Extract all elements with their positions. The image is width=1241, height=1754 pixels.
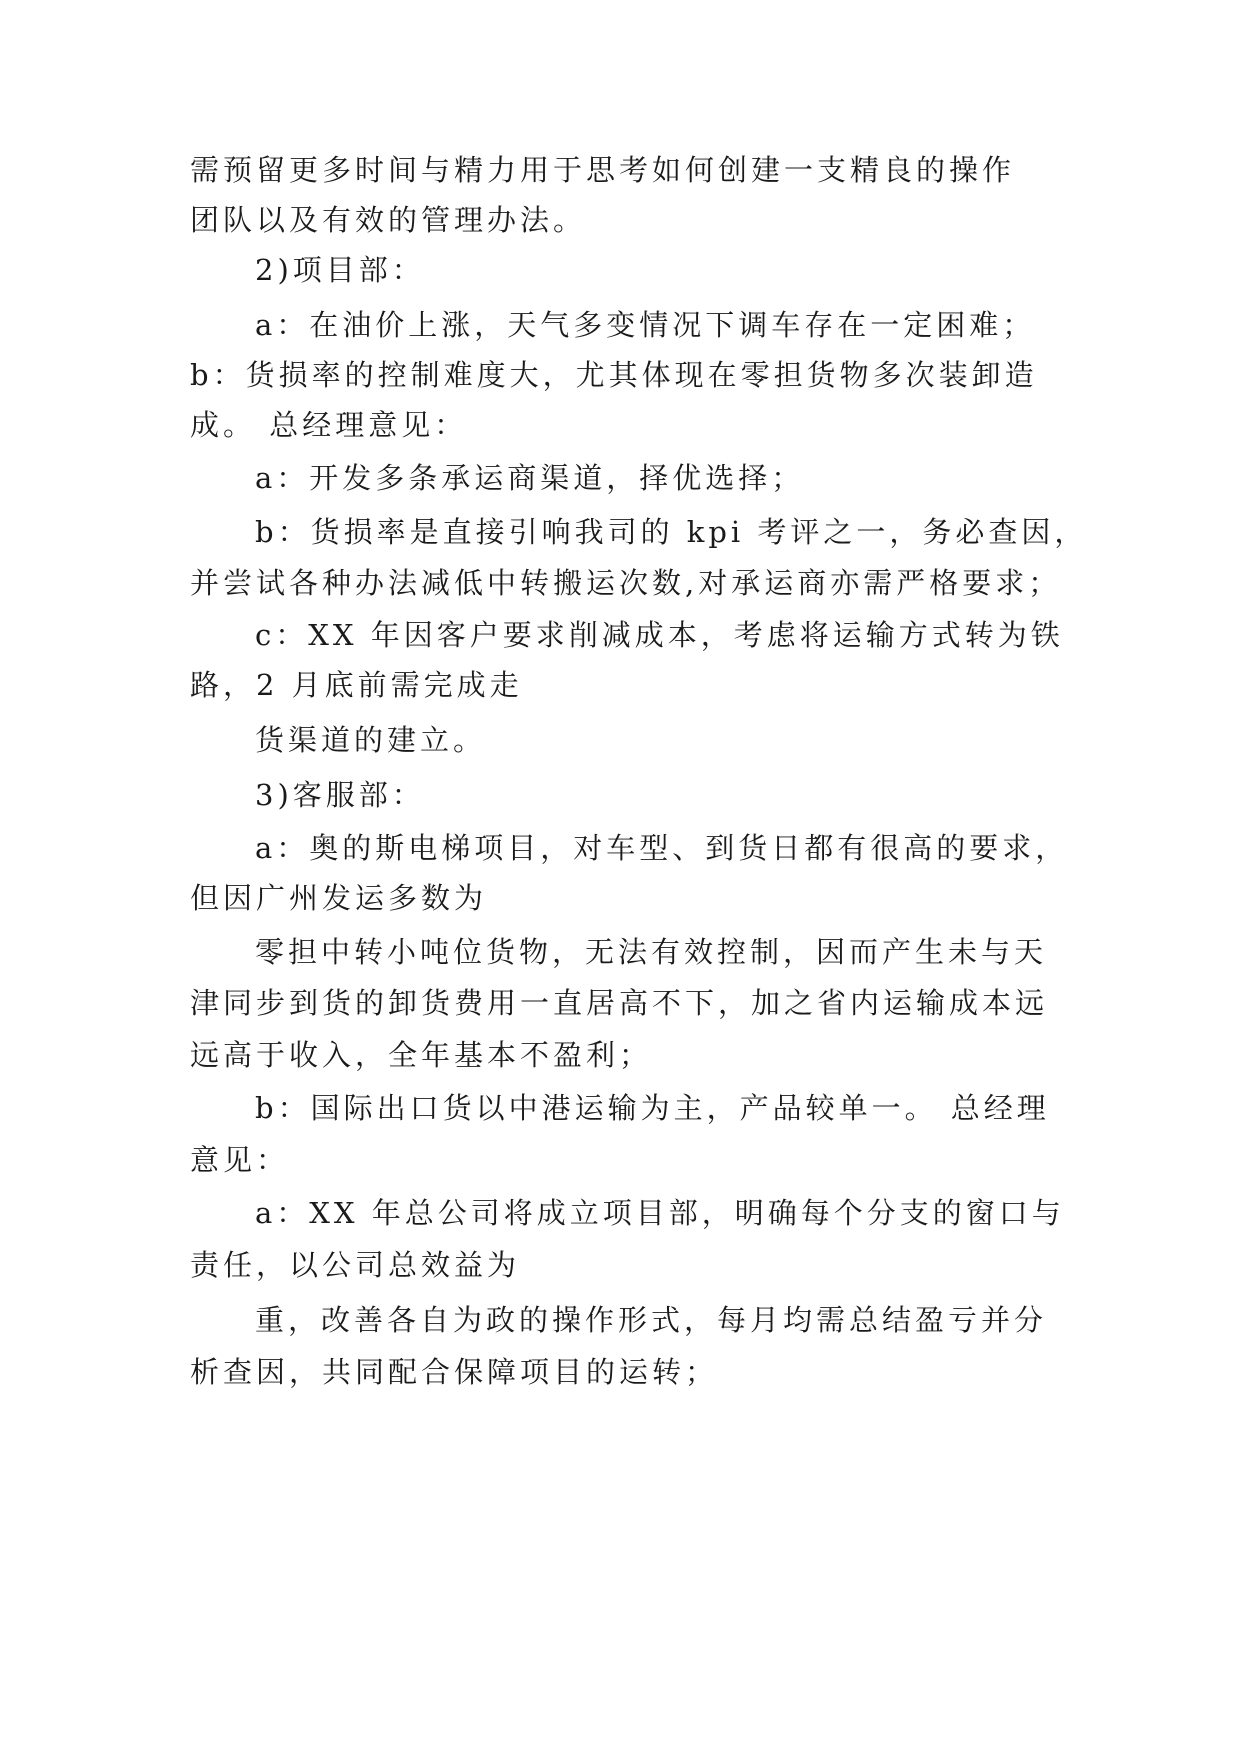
section-heading: 3)客服部： [255, 778, 425, 812]
text-line: 但因广州发运多数为 [190, 881, 488, 915]
text-line: 零担中转小吨位货物，无法有效控制，因而产生未与天 [255, 935, 1048, 969]
text-line: 团队以及有效的管理办法。 [190, 203, 587, 237]
text-line: b：货损率的控制难度大，尤其体现在零担货物多次装卸造 [190, 358, 1038, 392]
text-line: 责任，以公司总效益为 [190, 1248, 521, 1282]
text-line: a：在油价上涨，天气多变情况下调车存在一定困难； [255, 308, 1036, 342]
text-line: c：XX 年因客户要求削减成本，考虑将运输方式转为铁 [255, 618, 1064, 652]
text-line: a：开发多条承运商渠道，择优选择； [255, 461, 805, 495]
text-line: 成。 总经理意见： [190, 408, 468, 442]
text-line: 远高于收入，全年基本不盈利； [190, 1038, 653, 1072]
text-line: a：奥的斯电梯项目，对车型、到货日都有很高的要求， [255, 831, 1069, 865]
text-line: 路，2 月底前需完成走 [190, 668, 523, 702]
text-line: b：货损率是直接引响我司的 kpi 考评之一，务必查因， [255, 515, 1088, 549]
text-line: 并尝试各种办法减低中转搬运次数,对承运商亦需严格要求； [190, 566, 1062, 600]
section-heading: 2)项目部： [255, 253, 425, 287]
text-line: 货渠道的建立。 [255, 723, 487, 757]
text-line: a：XX 年总公司将成立项目部，明确每个分支的窗口与 [255, 1196, 1065, 1230]
text-line: 意见： [190, 1143, 290, 1177]
text-line: 重，改善各自为政的操作形式，每月均需总结盈亏并分 [255, 1303, 1048, 1337]
text-line: 需预留更多时间与精力用于思考如何创建一支精良的操作 [190, 153, 1016, 187]
text-line: b：国际出口货以中港运输为主，产品较单一。 总经理 [255, 1091, 1050, 1125]
text-line: 津同步到货的卸货费用一直居高不下，加之省内运输成本远 [190, 986, 1049, 1020]
text-line: 析查因，共同配合保障项目的运转； [190, 1355, 719, 1389]
